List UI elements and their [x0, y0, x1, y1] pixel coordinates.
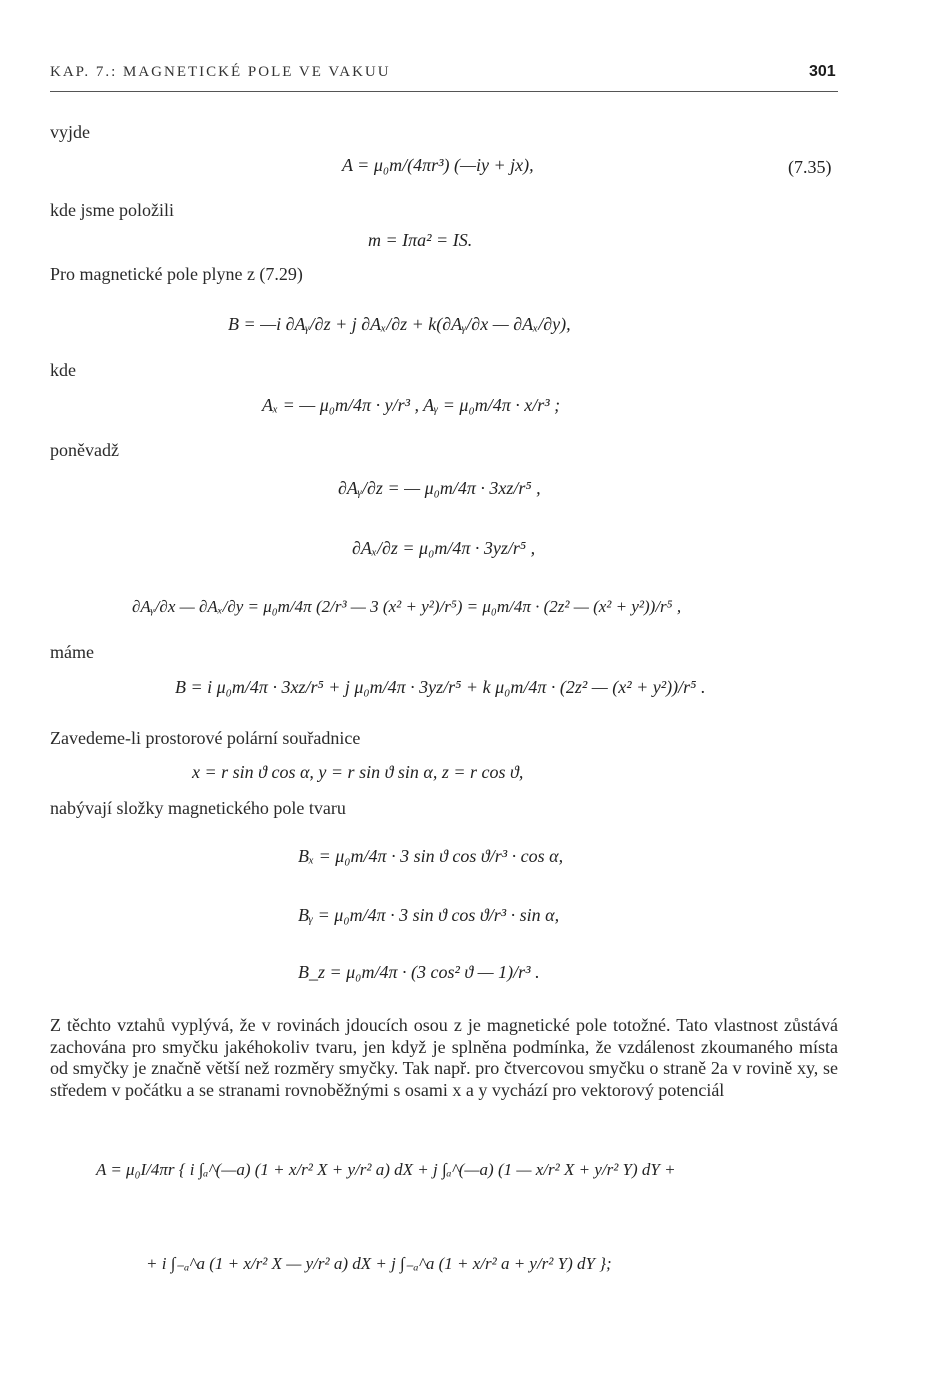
equation-B-full: B = i μ₀m/4π · 3xz/r⁵ + j μ₀m/4π · 3yz/r⁵ + k μ₀m/4π · (2z² — (x² + y²))/r⁵ .	[175, 677, 706, 697]
page-number: 301	[809, 63, 836, 80]
equation-vector-potential: A = μ₀m/(4πr³) (—iy + jx),	[342, 155, 534, 175]
equation-integral-line-1: A = μ₀I/4πr { i ∫ₐ^(—a) (1 + x/r² X + y/r² a) dX + j ∫ₐ^(—a) (1 — x/r² X + y/r² Y) dY +	[96, 1160, 676, 1179]
header-rule	[50, 91, 838, 92]
text-mame: máme	[50, 642, 94, 662]
text-kde: kde	[50, 360, 76, 380]
equation-Ax-Ay: Aₓ = — μ₀m/4π · y/r³ , Aᵧ = μ₀m/4π · x/r³ ;	[262, 395, 561, 415]
text-kde-jsme-polozili: kde jsme položili	[50, 200, 174, 220]
text-pro-magneticke-pole: Pro magnetické pole plyne z (7.29)	[50, 264, 303, 284]
equation-curl-z: ∂Aᵧ/∂x — ∂Aₓ/∂y = μ₀m/4π (2/r³ — 3 (x² + y²)/r⁵) = μ₀m/4π · (2z² — (x² + y²))/r⁵ ,	[132, 597, 682, 616]
equation-number: (7.35)	[788, 157, 832, 177]
running-title: KAP. 7.: MAGNETICKÉ POLE VE VAKUU	[50, 64, 391, 80]
equation-By: Bᵧ = μ₀m/4π · 3 sin ϑ cos ϑ/r³ · sin α,	[298, 905, 560, 925]
equation-polar: x = r sin ϑ cos α, y = r sin ϑ sin α, z = r cos ϑ,	[192, 762, 524, 782]
equation-moment: m = Iπa² = IS.	[368, 230, 473, 250]
text-ponevadz: poněvadž	[50, 440, 119, 460]
equation-Bx: Bₓ = μ₀m/4π · 3 sin ϑ cos ϑ/r³ · cos α,	[298, 846, 564, 866]
text-slozky-pole: nabývají složky magnetického pole tvaru	[50, 798, 346, 818]
equation-dAy-dz: ∂Aᵧ/∂z = — μ₀m/4π · 3xz/r⁵ ,	[338, 478, 541, 498]
text-polarni-souradnice: Zavedeme-li prostorové polární souřadnice	[50, 728, 361, 748]
paragraph-square-loop: Z těchto vztahů vyplývá, že v rovinách jdoucích osou z je magnetické pole totožné. Tato vlastnost zůstává zachována pro smyčku jakéhokoliv tvaru, jen když je splněna podmínka, že vzdálenost zkoumaného místa od smyčky je značně větší než rozměry smyčky. Tak např. pro čtvercovou smyčku o straně 2a v rovině xy, se středem v počátku a se stranami rovnoběžnými s osami x a y vychází pro vektorový potenciál	[50, 1015, 838, 1100]
text-vyjde: vyjde	[50, 122, 90, 142]
equation-Bz: B_z = μ₀m/4π · (3 cos² ϑ — 1)/r³ .	[298, 962, 540, 982]
equation-dAx-dz: ∂Aₓ/∂z = μ₀m/4π · 3yz/r⁵ ,	[352, 538, 536, 558]
equation-B-curl: B = —i ∂Aᵧ/∂z + j ∂Aₓ/∂z + k(∂Aᵧ/∂x — ∂Aₓ/∂y),	[228, 314, 571, 334]
equation-integral-line-2: + i ∫₋ₐ^a (1 + x/r² X — y/r² a) dX + j ∫₋ₐ^a (1 + x/r² a + y/r² Y) dY };	[146, 1254, 612, 1273]
